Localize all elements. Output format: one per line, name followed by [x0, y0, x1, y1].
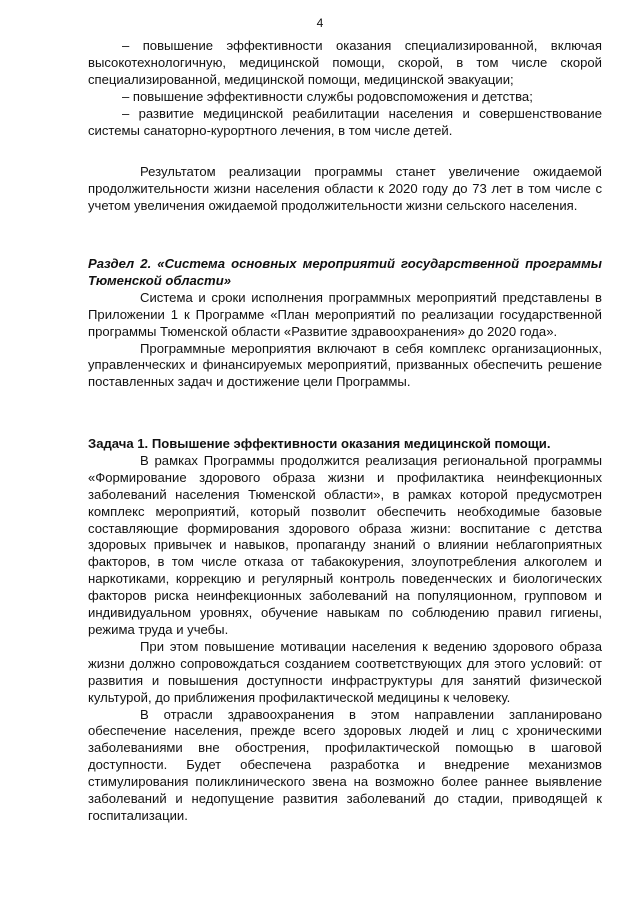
task-block — [88, 436, 602, 825]
list-item: – повышение эффективности оказания специализированной, включая высокотехнологичную, медицинской помощи, скорой, в том числе скорой специализированной, медицинской помощи, медицинской эвакуации; — [88, 38, 602, 87]
section-paragraph: Программные мероприятия включают в себя комплекс организационных, управленческих и финансируемых мероприятий, призванных обеспечить решение поставленных задач и достижение цели Программы. — [88, 340, 602, 390]
list-item: – развитие медицинской реабилитации населения и совершенствование системы санаторно-курортного лечения, в том числе детей. — [88, 105, 602, 138]
task-title: Задача 1. Повышение эффективности оказания медицинской помощи. — [88, 436, 551, 451]
task-paragraph: В рамках Программы продолжится реализация региональной программы «Формирование здорового образа жизни и профилактика неинфекционных заболеваний населения Тюменской области», в рамках которой предусмотрен комплекс мероприятий, который позволит обеспечить необходимые базовые составляющие формирования здорового образа жизни: воспитание с детства здоровых привычек и навыков, пропаганду знаний о влиянии неблагоприятных факторов, в том числе отказа от табакокурения, злоупотребления алкоголем и наркотиками, коррекцию и регулярный контроль поведенческих и биологических факторов риска неинфекционных заболеваний на популяционном, групповом и индивидуальном уровнях, обучение навыкам по соблюдению правил гигиены, режима труда и учебы. — [88, 452, 602, 637]
list-item: – повышение эффективности службы родовспоможения и детства; — [122, 88, 533, 104]
section-title: Раздел 2. «Система основных мероприятий государственной программы Тюменской области» — [88, 256, 602, 288]
section-block — [88, 256, 602, 391]
section-paragraph: Система и сроки исполнения программных мероприятий представлены в Приложении 1 к Программе «План мероприятий по реализации государственной программы Тюменской области «Развитие здравоохранения» до 2020 года». — [88, 289, 602, 339]
task-paragraph: В отрасли здравоохранения в этом направлении запланировано обеспечение населения, прежде всего здоровых людей и лиц с хроническими заболеваниями вне обострения, профилактической помощью в шаговой доступности. Будет обеспечена разработка и внедрение механизмов стимулирования поликлинического звена на возможно более раннее выявление заболеваний и недопущение развития заболеваний до стадии, приводящей к госпитализации. — [88, 706, 602, 823]
page-number: 4 — [316, 16, 324, 30]
task-paragraph: При этом повышение мотивации населения к ведению здорового образа жизни должно сопровождаться созданием соответствующих для этого условий: от развития и повышения доступности инфраструктуры для занятий физической культурой, до приближения профилактической медицины к человеку. — [88, 638, 602, 705]
top-list — [88, 38, 602, 139]
result-paragraph: Результатом реализации программы станет увеличение ожидаемой продолжительности жизни населения области к 2020 году до 73 лет в том числе с учетом увеличения ожидаемой продолжительности жизни сельского населения. — [88, 164, 602, 213]
result-block — [88, 164, 602, 215]
